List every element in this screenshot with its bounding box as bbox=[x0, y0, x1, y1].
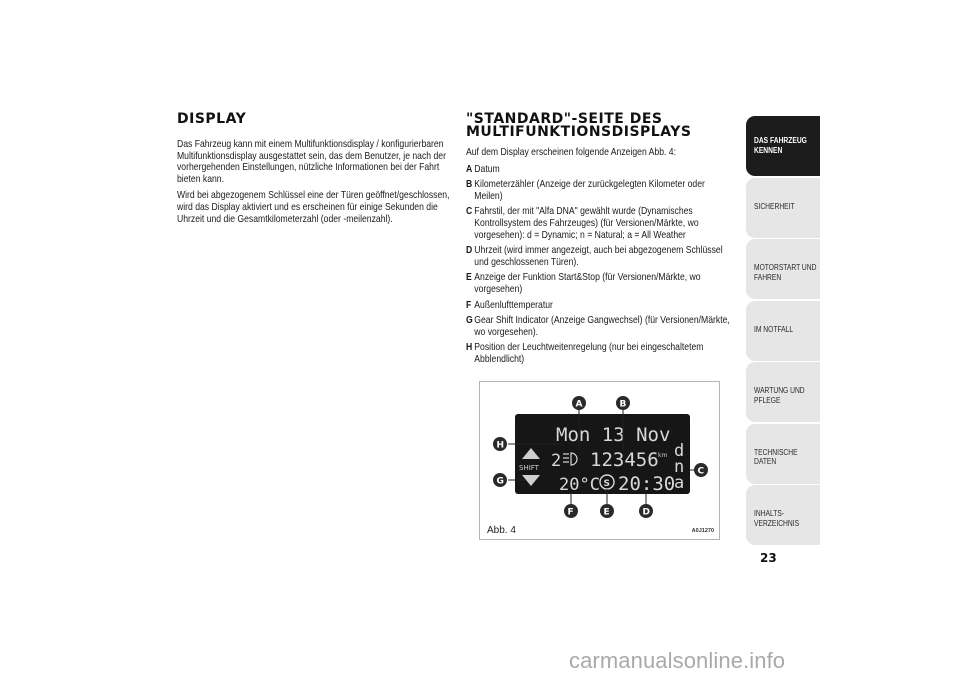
item-letter: F bbox=[466, 299, 472, 311]
lcd-time: 20:30 bbox=[618, 473, 676, 495]
list-item bbox=[466, 315, 733, 338]
lcd-shift-label: SHIFT bbox=[519, 464, 539, 472]
callout-d bbox=[639, 504, 653, 518]
display-figure bbox=[479, 381, 720, 540]
svg-text:A: A bbox=[575, 399, 583, 410]
tab-sicherheit[interactable] bbox=[746, 178, 820, 238]
item-text: Uhrzeit (wird immer angezeigt, auch bei abgezogenem Schlüssel und geschlossenen Türen). bbox=[474, 245, 723, 268]
heading-line-1: "STANDARD"-SEITE DES bbox=[466, 111, 663, 127]
callout-h bbox=[493, 437, 507, 451]
svg-text:E: E bbox=[603, 507, 610, 518]
tab-label: SICHERHEIT bbox=[754, 200, 795, 211]
section-heading-display: DISPLAY bbox=[177, 111, 247, 127]
svg-text:G: G bbox=[496, 476, 504, 487]
tab-im-notfall[interactable] bbox=[746, 301, 820, 361]
svg-text:C: C bbox=[697, 466, 705, 477]
list-item bbox=[466, 342, 733, 365]
tab-label: INHALTS- VERZEICHNIS bbox=[754, 508, 800, 528]
standard-page-section bbox=[466, 113, 734, 370]
display-paragraph-1: Das Fahrzeug kann mit einem Multifunktionsdisplay / konfigurierbaren Multifunktionsdisplay ausgestattet sein, das dem Benutzer, je nach der vorhergehenden Einstellungen, nützliche Informationen bei der Fahrt bieten kann. bbox=[177, 139, 446, 185]
tab-das-fahrzeug-kennen[interactable] bbox=[746, 116, 820, 176]
svg-text:F: F bbox=[567, 507, 574, 518]
list-item bbox=[466, 164, 733, 176]
tab-motorstart-und-fahren[interactable] bbox=[746, 239, 820, 299]
callout-f bbox=[564, 504, 578, 518]
list-item bbox=[466, 206, 733, 241]
item-letter: C bbox=[466, 206, 473, 218]
tab-label: MOTORSTART UND FAHREN bbox=[754, 262, 817, 282]
item-text: Kilometerzähler (Anzeige der zurückgelegten Kilometer oder Meilen) bbox=[474, 179, 705, 202]
list-item bbox=[466, 179, 733, 202]
lcd-temperature: 20°C bbox=[559, 475, 600, 495]
tab-label: DAS FAHRZEUG KENNEN bbox=[754, 135, 807, 155]
item-text: Außenlufttemperatur bbox=[474, 299, 553, 311]
intro-text: Auf dem Display erscheinen folgende Anzeigen Abb. 4: bbox=[466, 147, 677, 158]
chapter-tabs bbox=[746, 116, 820, 547]
display-section bbox=[177, 113, 452, 230]
heading-line-2: MULTIFUNKTIONSDISPLAYS bbox=[466, 124, 692, 140]
item-text: Fahrstil, der mit "Alfa DNA" gewählt wurde (Dynamisches Kontrollsystem des Fahrzeuges) (für Versionen/Märkte, wo vorgesehen): d = Dynamic; n = Natural; a = All Weather bbox=[474, 206, 699, 241]
list-item bbox=[466, 272, 733, 295]
watermark: carmanualsonline.info bbox=[569, 648, 786, 673]
callout-g bbox=[493, 473, 507, 487]
list-item bbox=[466, 300, 733, 312]
tab-label: IM NOTFALL bbox=[754, 323, 794, 334]
figure-code: A0J1270 bbox=[691, 528, 714, 534]
tab-label: TECHNISCHE DATEN bbox=[754, 446, 798, 467]
tab-wartung-und-pflege[interactable] bbox=[746, 362, 820, 422]
callout-b bbox=[616, 396, 630, 410]
page-number: 23 bbox=[760, 551, 777, 565]
item-letter: G bbox=[466, 315, 473, 327]
tab-technische-daten[interactable] bbox=[746, 424, 820, 484]
item-text: Datum bbox=[474, 163, 500, 175]
item-text: Anzeige der Funktion Start&Stop (für Versionen/Märkte, wo vorgesehen) bbox=[474, 272, 701, 295]
lcd-start-stop: S bbox=[603, 479, 610, 489]
item-letter: E bbox=[466, 272, 472, 284]
lcd-mode-n: n bbox=[674, 457, 685, 477]
item-letter: A bbox=[466, 163, 473, 175]
svg-text:D: D bbox=[642, 507, 650, 518]
item-letter: D bbox=[466, 245, 473, 257]
display-illustration bbox=[480, 382, 721, 541]
svg-text:B: B bbox=[619, 399, 627, 410]
lcd-date: Mon 13 Nov bbox=[556, 424, 671, 446]
lcd-beam-level: 2 bbox=[551, 451, 562, 471]
figure-caption: Abb. 4 bbox=[487, 525, 516, 536]
item-letter: B bbox=[466, 179, 473, 191]
item-text: Gear Shift Indicator (Anzeige Gangwechsel) (für Versionen/Märkte, wo vorgesehen). bbox=[474, 315, 730, 338]
tab-label: WARTUNG UND PFLEGE bbox=[754, 385, 805, 405]
lcd-mode-d: d bbox=[674, 441, 685, 461]
lcd-odometer: 123456 bbox=[590, 449, 659, 471]
callout-a bbox=[572, 396, 586, 410]
lcd-unit: km bbox=[658, 452, 668, 459]
callout-c bbox=[694, 463, 708, 477]
standard-page-body bbox=[466, 147, 733, 366]
list-item bbox=[466, 245, 733, 268]
tab-inhaltsverzeichnis[interactable] bbox=[746, 485, 820, 545]
display-body bbox=[177, 139, 451, 225]
lcd-mode-a: a bbox=[674, 473, 685, 493]
svg-text:H: H bbox=[496, 440, 505, 451]
item-text: Position der Leuchtweitenregelung (nur bei eingeschaltetem Abblendlicht) bbox=[474, 342, 704, 365]
section-heading-standard-page bbox=[466, 113, 734, 139]
callout-e bbox=[600, 504, 614, 518]
item-letter: H bbox=[466, 342, 473, 354]
display-paragraph-2: Wird bei abgezogenem Schlüssel eine der Türen geöffnet/geschlossen, wird das Display aktiviert und es erscheinen für einige Sekunden die Uhrzeit und die Gesamtkilometerzahl (oder -meilenzahl). bbox=[177, 190, 450, 225]
